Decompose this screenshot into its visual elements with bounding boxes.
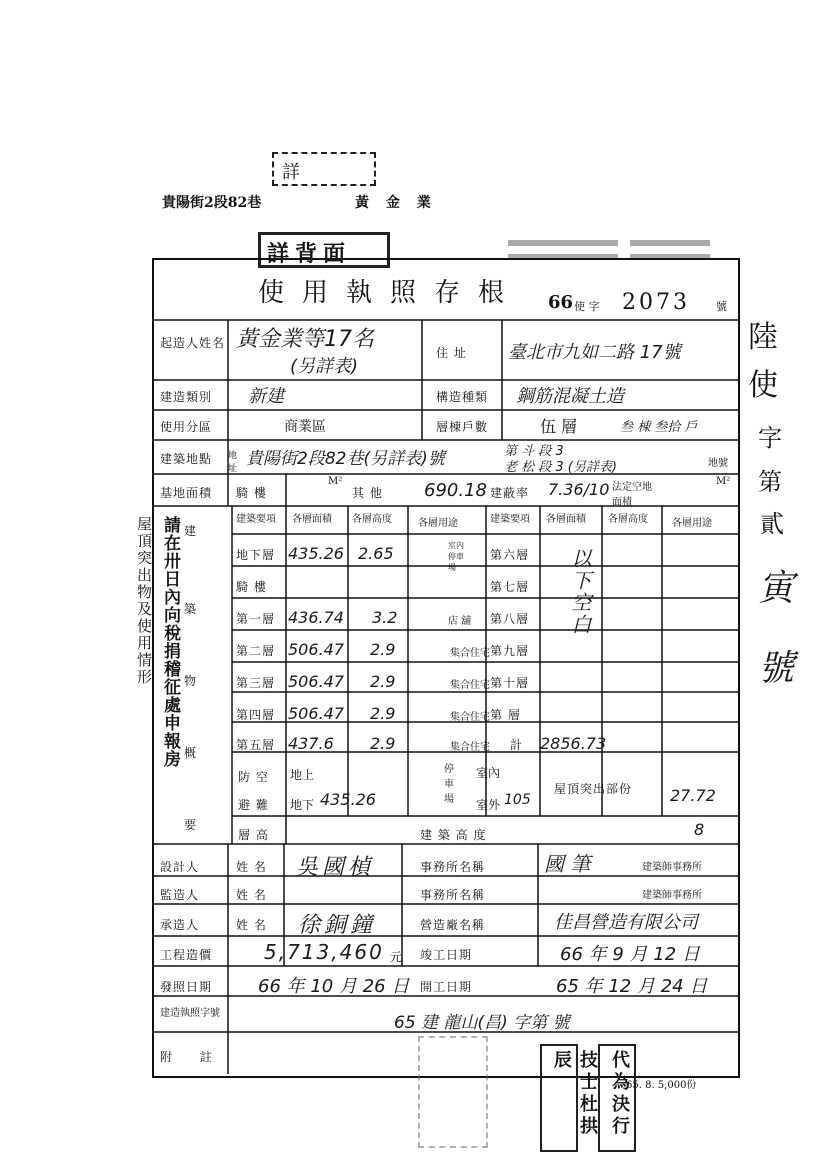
- right-edge-char-4: 第: [758, 468, 782, 496]
- floor-1-height: 3.2: [372, 608, 398, 627]
- top-stamp: [272, 152, 376, 186]
- owner-header: 黃 金 業: [355, 195, 437, 211]
- site-lot-1: 第 斗 段 3: [504, 444, 564, 459]
- engineer-signature-stamp: [540, 1044, 598, 1152]
- hdr-height-2: 各層高度: [608, 514, 648, 525]
- permit-value: 65 建 龍山(昌) 字第 號: [394, 1013, 570, 1033]
- floor-9-name: 第九層: [490, 644, 530, 658]
- floor-8-name: 第八層: [490, 612, 530, 626]
- parking-out-value: 105: [504, 792, 531, 808]
- structure-label: 構造種類: [436, 390, 489, 404]
- designer-office-label: 事務所名稱: [420, 860, 486, 874]
- contractor-firm-label: 營造廠名稱: [420, 918, 486, 932]
- supervisor-name-label: 姓 名: [236, 888, 267, 902]
- detail-box-text: 詳背面: [267, 241, 352, 267]
- floor-2-name: 第二層: [236, 644, 276, 658]
- building-height-label: 建 築 高 度: [420, 828, 487, 842]
- floor-2-use: 集合住宅: [450, 648, 490, 659]
- building-overview-label-2: 築: [184, 602, 197, 616]
- top-stamp-text: 詳: [282, 162, 300, 183]
- issue-label: 發照日期: [160, 980, 213, 994]
- floor-total-value: 2856.73: [540, 734, 607, 753]
- address-value: 臺北市九如二路 17號: [508, 342, 681, 363]
- supervisor-office-label: 事務所名稱: [420, 888, 486, 902]
- supervisor-office-suffix: 建築師事務所: [642, 890, 702, 901]
- floor-1-use: 店 舖: [448, 616, 472, 627]
- floor-total-label: 計: [510, 738, 524, 752]
- roof-label: 屋頂突出部份: [554, 782, 633, 796]
- right-edge-char-5: 貳: [760, 510, 784, 538]
- designer-office: 國 筆: [544, 852, 591, 876]
- complete-value: 66 年 9 月 12 日: [560, 944, 700, 965]
- floor-4-name: 第四層: [236, 708, 276, 722]
- coverage-label: 建蔽率: [490, 486, 530, 500]
- address-label: 住 址: [436, 346, 467, 360]
- print-mark: 65. 8. 5,000份: [626, 1080, 697, 1091]
- floor-3-height: 2.9: [370, 672, 396, 691]
- start-label: 開工日期: [420, 980, 473, 994]
- applicant-value: 黃金業等17名: [236, 327, 374, 352]
- structure-value: 鋼筋混凝土造: [516, 386, 624, 407]
- open-space-unit: M²: [716, 476, 731, 487]
- site-lot-2: 老 松 段 3 (另詳表): [504, 460, 617, 475]
- hdr-use-2: 各層用途: [672, 518, 712, 529]
- floor-10-name: 第十層: [490, 676, 530, 690]
- right-edge-char-1: 陸: [748, 320, 778, 355]
- roof-value: 27.72: [670, 786, 716, 805]
- hdr-height-1: 各層高度: [352, 514, 392, 525]
- floor-2-area: 506.47: [288, 640, 344, 659]
- shelter-ground-label: 地上: [290, 768, 315, 782]
- designer-label: 設計人: [160, 860, 200, 874]
- permit-label: 建造執照字號: [160, 1008, 220, 1019]
- site-label: 建築地點: [160, 452, 213, 466]
- area-other-value: 690.18: [424, 480, 487, 501]
- area-other-label: 其 他: [352, 486, 383, 500]
- floor-5-area: 437.6: [288, 734, 334, 753]
- building-overview-label-4: 概: [184, 746, 197, 760]
- floor-arcade-name: 騎 樓: [236, 580, 267, 594]
- floor-3-use: 集合住宅: [450, 680, 490, 691]
- parking-in-label: 室內: [476, 766, 501, 780]
- category-value: 新建: [248, 386, 284, 407]
- floor-5-use: 集合住宅: [450, 742, 490, 753]
- shelter-label: 防 空: [238, 770, 269, 784]
- tax-notice-vertical: 請在卅日內向稅捐稽征處申報房: [160, 516, 180, 768]
- area-bldg-unit: M²: [328, 476, 343, 487]
- floor-b1-use: 室內停車場: [448, 541, 464, 572]
- area-bldg-label: 騎 樓: [236, 486, 267, 500]
- site-value: 貴陽街2段82巷(另詳表)號: [246, 449, 445, 469]
- designer-name: 吳國楨: [296, 855, 375, 880]
- site-lot-label: 地號: [708, 458, 728, 469]
- floor-b1-name: 地下層: [236, 548, 276, 562]
- floors-label: 層棟戶數: [436, 420, 489, 434]
- shelter-under-label: 地下: [290, 798, 315, 812]
- floor-3-name: 第三層: [236, 676, 276, 690]
- category-label: 建造類別: [160, 390, 213, 404]
- permit-number-prefix: 66: [548, 292, 574, 313]
- hdr-area-2: 各層面積: [546, 514, 586, 525]
- right-edge-char-3: 字: [758, 424, 782, 452]
- hdr-item-1: 建築要項: [236, 514, 276, 525]
- floor-1-area: 436.74: [288, 608, 344, 627]
- area-label: 基地面積: [160, 486, 213, 500]
- zone-value: 商業區: [284, 419, 326, 435]
- floor-5-height: 2.9: [370, 734, 396, 753]
- floor-2-height: 2.9: [370, 640, 396, 659]
- zone-label: 使用分區: [160, 420, 213, 434]
- building-overview-label-3: 物: [184, 674, 197, 688]
- parking-out-label: 室外: [476, 798, 501, 812]
- cost-value: 5,713,460: [264, 940, 384, 964]
- permit-number: 2073: [622, 290, 690, 315]
- floor-height-label: 層 高: [238, 828, 269, 842]
- permit-number-char: 使 字: [574, 300, 600, 313]
- hdr-item-2: 建築要項: [490, 514, 530, 525]
- designer-office-suffix: 建築師事務所: [642, 862, 702, 873]
- permit-number-suffix: 號: [716, 300, 727, 313]
- evac-label: 避 難: [238, 798, 269, 812]
- floor-6-name: 第六層: [490, 548, 530, 562]
- address-reference: 貴陽街2段82巷: [162, 195, 262, 211]
- delegation-stamp-text: 代為決行: [609, 1050, 630, 1138]
- building-height-value: 8: [694, 820, 705, 839]
- faded-seal: [418, 1036, 488, 1148]
- right-edge-char-7: 號: [758, 648, 795, 689]
- supervisor-label: 監造人: [160, 888, 200, 902]
- floor-5-name: 第五層: [236, 738, 276, 752]
- floors-note: 叁 棟 叁拾 戶: [620, 420, 698, 435]
- delegation-stamp: [598, 1044, 636, 1152]
- notes-label: 附 註: [160, 1050, 224, 1064]
- contractor-name-label: 姓 名: [236, 918, 267, 932]
- floor-3-area: 506.47: [288, 672, 344, 691]
- open-space-label: 法定空地面積: [612, 482, 652, 508]
- right-edge-char-2: 使: [748, 368, 778, 403]
- floors-value: 伍 層: [540, 417, 578, 436]
- cost-unit: 元: [390, 950, 403, 964]
- floor-b1-area: 435.26: [288, 544, 344, 563]
- start-value: 65 年 12 月 24 日: [556, 976, 708, 997]
- shelter-under-value: 435.26: [320, 790, 376, 809]
- hdr-use-1: 各層用途: [418, 518, 458, 529]
- floor-4-area: 506.47: [288, 704, 344, 723]
- contractor-label: 承造人: [160, 918, 200, 932]
- coverage-value: 7.36/10: [548, 480, 610, 499]
- floor-7-name: 第七層: [490, 580, 530, 594]
- floor-1-name: 第一層: [236, 612, 276, 626]
- cost-label: 工程造價: [160, 948, 213, 962]
- floor-b1-height: 2.65: [358, 544, 394, 563]
- form-title: 使用執照存根: [258, 278, 523, 308]
- designer-name-label: 姓 名: [236, 860, 267, 874]
- floor-4-height: 2.9: [370, 704, 396, 723]
- contractor-firm: 佳昌營造有限公司: [554, 912, 698, 933]
- site-sub-label: 地址: [228, 451, 238, 474]
- roof-use-vertical-note: 屋頂突出物及使用情形: [135, 516, 153, 686]
- floor-n-name: 第 層: [490, 708, 521, 722]
- hdr-area-1: 各層面積: [292, 514, 332, 525]
- applicant-label: 起造人姓名: [160, 336, 226, 350]
- applicant-value-2: (另詳表): [290, 356, 359, 377]
- engineer-signature-text: 技士杜拱辰: [551, 1050, 598, 1138]
- issue-value: 66 年 10 月 26 日: [258, 976, 410, 997]
- contractor-name: 徐銅鐘: [298, 913, 377, 938]
- right-edge-char-6: 寅: [758, 568, 795, 609]
- building-overview-label-1: 建: [184, 524, 197, 538]
- parking-label: 停車場: [444, 764, 454, 805]
- floor-4-use: 集合住宅: [450, 712, 490, 723]
- complete-label: 竣工日期: [420, 948, 473, 962]
- blank-below-note: 以下空白: [568, 548, 592, 636]
- building-overview-label-5: 要: [184, 818, 197, 832]
